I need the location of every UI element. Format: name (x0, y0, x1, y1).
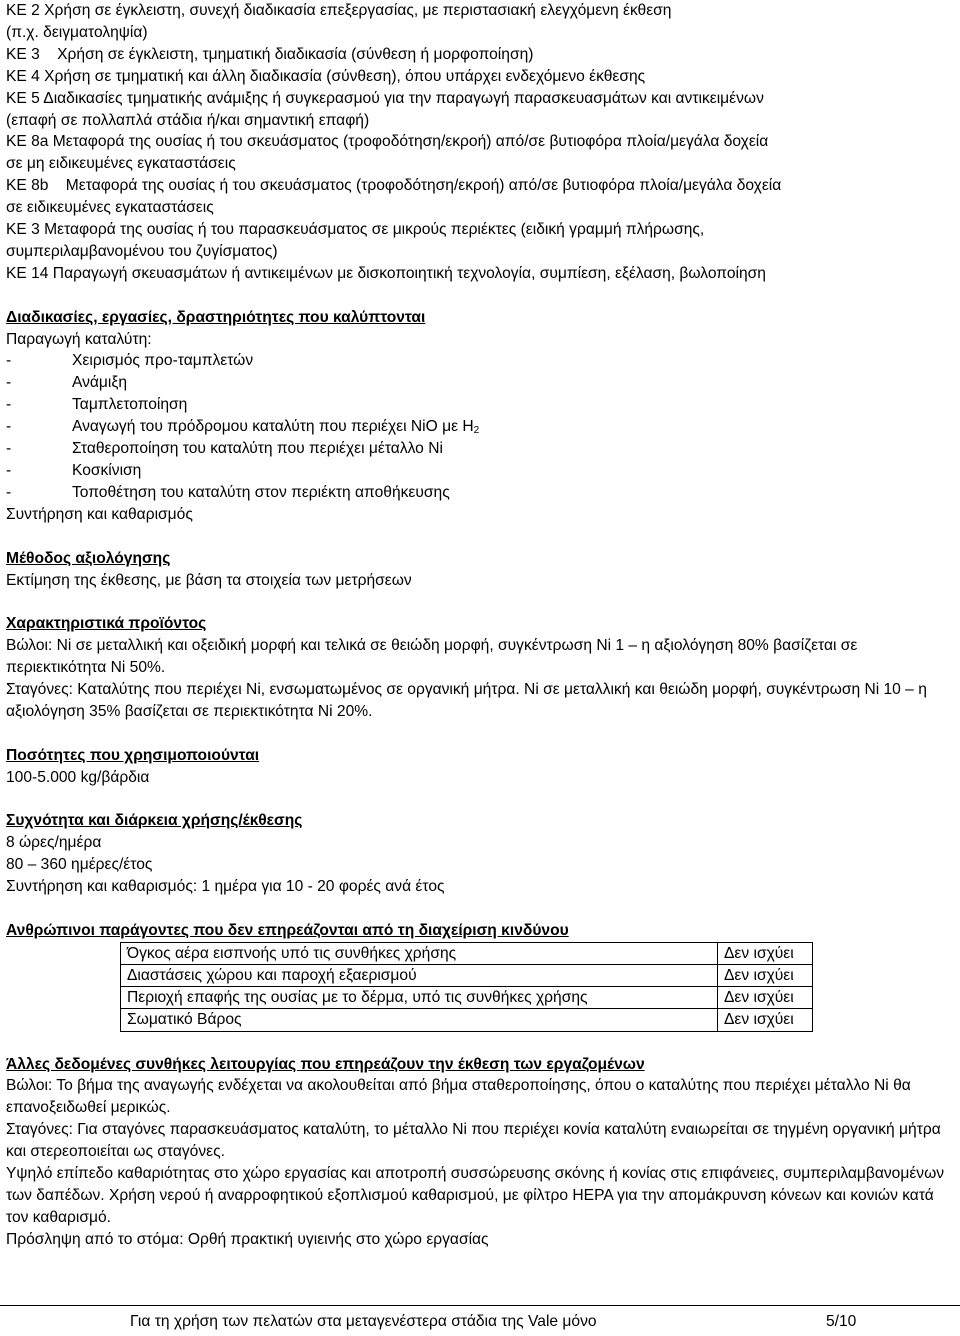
frequency-section (6, 810, 946, 898)
section-text: 8 ώρες/ημέρα (6, 834, 102, 852)
section-heading: Μέθοδος αξιολόγησης (6, 549, 171, 567)
text-line: (επαφή σε πολλαπλά στάδια ή/και σημαντική επαφή) (6, 111, 370, 129)
text-line: ΚΕ 8a Μεταφορά της ουσίας ή του σκευάσματος (τροφοδότηση/εκροή) από/σε βυτιοφόρα πλοία/μεγάλα δοχεία (6, 133, 769, 151)
paragraph: Σταγόνες: Για σταγόνες παρασκευάσματος καταλύτη, το μέταλλο Ni που περιέχει κονία καταλύτη εναιωρείται σε τηγμένη οργανική μήτρα και στερεοποιείται ως σταγόνες. (6, 1121, 941, 1161)
list-item (6, 350, 946, 372)
list-item-text: Σταθεροποίηση του καταλύτη που περιέχει μέταλλο Ni (72, 440, 443, 458)
list-item-text: Χειρισμός προ-ταμπλετών (72, 352, 254, 370)
paragraph: Σταγόνες: Καταλύτης που περιέχει Ni, ενσωματωμένος σε οργανική μήτρα. Ni σε μεταλλική και θειώδη μορφή, συγκέντρωση Ni 10 – η αξιολόγηση 35% βασίζεται σε περιεκτικότητα Ni 20%. (6, 681, 927, 720)
section-text: 100-5.000 kg/βάρδια (6, 768, 150, 786)
list-item-text: Ανάμιξη (72, 374, 128, 392)
section-heading: Ανθρώπινοι παράγοντες που δεν επηρεάζονται από τη διαχείριση κινδύνου (6, 921, 569, 939)
paragraph: Βώλοι: Ni σε μεταλλική και οξειδική μορφή και τελικά σε θειώδη μορφή, συγκέντρωση Ni 1 – η αξιολόγηση 80% βασίζεται σε περιεκτικότητα Ni 50%. (6, 637, 858, 677)
list-item (6, 416, 946, 438)
page-number: 5/10 (826, 1313, 857, 1330)
section-heading: Άλλες δεδομένες συνθήκες λειτουργίας που επηρεάζουν την έκθεση των εργαζομένων (6, 1055, 645, 1073)
list-item (6, 394, 946, 416)
table-cell-status: Δεν ισχύει (718, 1009, 813, 1031)
table-row (121, 987, 813, 1009)
method-section (6, 548, 946, 592)
table-cell-status: Δεν ισχύει (718, 987, 813, 1009)
paragraph: Βώλοι: Το βήμα της αναγωγής ενδέχεται να ακολουθείται από βήμα σταθεροποίησης, όπου ο καταλύτης που περιέχει μέταλλο Ni θα επανοξειδωθεί μερικώς. (6, 1077, 911, 1117)
text-line: ΚΕ 8b Μεταφορά της ουσίας ή του σκευάσματος (τροφοδότηση/εκροή) από/σε βυτιοφόρα πλοία/μεγάλα δοχεία (6, 177, 782, 195)
section-heading: Διαδικασίες, εργασίες, δραστηριότητες που καλύπτονται (6, 308, 426, 326)
page-footer (0, 1305, 960, 1336)
list-item-text: Ταμπλετοποίηση (72, 396, 188, 414)
list-item-text: Κοσκίνιση (72, 462, 142, 480)
paragraph: Πρόσληψη από το στόμα: Ορθή πρακτική υγιεινής στο χώρο εργασίας (6, 1230, 489, 1248)
list-item (6, 438, 946, 460)
dash-bullet: - (6, 374, 12, 392)
table-cell-status: Δεν ισχύει (718, 942, 813, 964)
text-line: ΚΕ 3 Μεταφορά της ουσίας ή του παρασκευάσματος σε μικρούς περιέκτες (ειδική γραμμή πλήρωσης, (6, 221, 705, 239)
table-row (121, 965, 813, 987)
section-heading: Ποσότητες που χρησιμοποιούνται (6, 746, 260, 764)
section-text: 80 – 360 ημέρες/έτος (6, 856, 153, 874)
dash-bullet: - (6, 440, 12, 458)
dash-bullet: - (6, 483, 12, 501)
table-row (121, 1009, 813, 1031)
reduction-text: Αναγωγή του πρόδρομου καταλύτη που περιέχει NiO με H (72, 418, 474, 436)
list-item (6, 482, 946, 504)
list-item-text (72, 416, 479, 438)
paragraph: Υψηλό επίπεδο καθαριότητας στο χώρο εργασίας και αποτροπή συσσώρευσης σκόνης ή κονίας στις επιφάνειες, συμπεριλαμβανομένων των δαπέδων. Χρήση νερού ή αναρροφητικού εξοπλισμού καθαρισμού, με φίλτρο HEPA για την απομάκρυνση κόνεων και κονιών κατά τον καθαρισμό. (6, 1165, 945, 1226)
section-heading: Συχνότητα και διάρκεια χρήσης/έκθεσης (6, 812, 303, 830)
document-page (6, 0, 946, 1251)
table-cell-status: Δεν ισχύει (718, 965, 813, 987)
footer-text: Για τη χρήση των πελατών στα μεταγενέστερα στάδια της Vale μόνο (130, 1313, 597, 1330)
list-item (6, 372, 946, 394)
list-item (6, 460, 946, 482)
section-text: Συντήρηση και καθαρισμός: 1 ημέρα για 10 - 20 φορές ανά έτος (6, 878, 445, 896)
section-heading: Χαρακτηριστικά προϊόντος (6, 615, 207, 633)
text-line: ΚΕ 4 Χρήση σε τμηματική και άλλη διαδικασία (σύνθεση), όπου υπάρχει ενδεχόμενο έκθεσης (6, 67, 646, 85)
text-line: (π.χ. δειγματοληψία) (6, 23, 148, 41)
list-item-text: Τοποθέτηση του καταλύτη στον περιέκτη αποθήκευσης (72, 483, 450, 501)
table-row (121, 942, 813, 964)
human-factors-section (6, 920, 946, 1032)
text-line: σε ειδικευμένες εγκαταστάσεις (6, 199, 214, 217)
human-factors-table (120, 942, 813, 1032)
text-line: σε μη ειδικευμένες εγκαταστάσεις (6, 155, 236, 173)
subscript-2: 2 (473, 425, 480, 437)
section-intro: Παραγωγή καταλύτη: (6, 330, 152, 348)
dash-bullet: - (6, 462, 12, 480)
text-line: συμπεριλαμβανομένου του ζυγίσματος) (6, 242, 278, 260)
text-line: ΚΕ 2 Χρήση σε έγκλειστη, συνεχή διαδικασία επεξεργασίας, με περιστασιακή ελεγχόμενη έκθεση (6, 2, 672, 19)
table-cell-factor: Διαστάσεις χώρου και παροχή εξαερισμού (121, 965, 718, 987)
section-text: Εκτίμηση της έκθεσης, με βάση τα στοιχεία των μετρήσεων (6, 571, 412, 589)
table-cell-factor: Σωματικό Βάρος (121, 1009, 718, 1031)
quantities-section (6, 745, 946, 789)
table-cell-factor: Όγκος αέρα εισπνοής υπό τις συνθήκες χρήσης (121, 942, 718, 964)
dash-bullet: - (6, 418, 12, 436)
product-section (6, 613, 946, 723)
table-cell-factor: Περιοχή επαφής της ουσίας με το δέρμα, υπό τις συνθήκες χρήσης (121, 987, 718, 1009)
text-line: ΚΕ 5 Διαδικασίες τμηματικής ανάμιξης ή συγκερασμού για την παραγωγή παρασκευασμάτων και αντικειμένων (6, 89, 764, 107)
text-line: ΚΕ 3 Χρήση σε έγκλειστη, τμηματική διαδικασία (σύνθεση ή μορφοποίηση) (6, 45, 534, 63)
text-line: ΚΕ 14 Παραγωγή σκευασμάτων ή αντικειμένων με δισκοποιητική τεχνολογία, συμπίεση, εξέλαση, βωλοποίηση (6, 264, 766, 282)
process-categories (6, 0, 946, 285)
processes-section (6, 307, 946, 526)
section-outro: Συντήρηση και καθαρισμός (6, 505, 193, 523)
other-conditions-section (6, 1054, 946, 1251)
dash-bullet: - (6, 396, 12, 414)
dash-bullet: - (6, 352, 12, 370)
